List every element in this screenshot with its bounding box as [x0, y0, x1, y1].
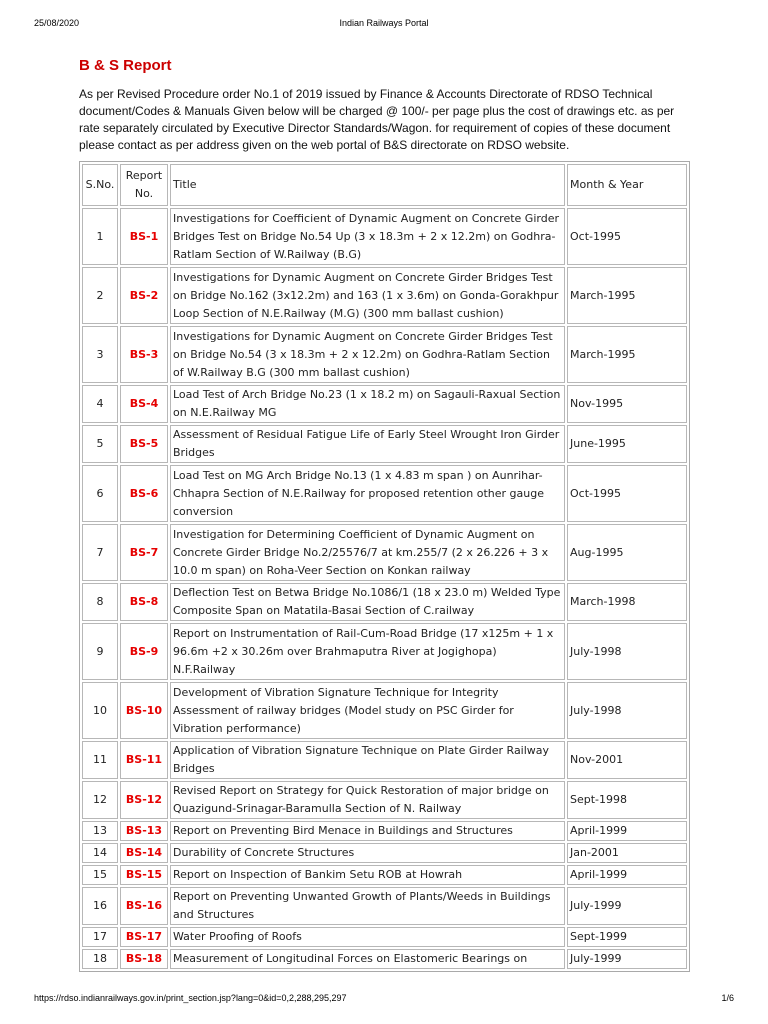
cell-month-year: Oct-1995 — [567, 208, 687, 265]
cell-report-no — [120, 208, 168, 265]
cell-title: Water Proofing of Roofs — [170, 927, 565, 947]
report-link[interactable]: BS-18 — [125, 952, 163, 965]
cell-month-year: Jan-2001 — [567, 843, 687, 863]
report-link[interactable]: BS-2 — [129, 288, 159, 302]
cell-title: Report on Preventing Unwanted Growth of Plants/Weeds in Buildings and Structures — [170, 887, 565, 925]
header-report-no: Report No. — [120, 164, 168, 206]
print-header — [34, 18, 734, 32]
cell-title: Durability of Concrete Structures — [170, 843, 565, 863]
print-footer — [34, 993, 734, 1007]
cell-title: Investigations for Coefficient of Dynamic Augment on Concrete Girder Bridges Test on Bridge No.54 Up (3 x 18.3m + 2 x 12.2m) on Godhra-Ratlam Section of W.Railway (B.G) — [170, 208, 565, 265]
cell-report-no — [120, 821, 168, 841]
table-row — [82, 524, 687, 581]
header-title: Title — [170, 164, 565, 206]
cell-sno: 12 — [82, 781, 118, 819]
report-link[interactable]: BS-1 — [129, 229, 159, 243]
cell-sno: 11 — [82, 741, 118, 779]
report-link[interactable]: BS-12 — [125, 793, 163, 806]
report-link[interactable]: BS-16 — [125, 899, 163, 912]
table-row — [82, 741, 687, 779]
report-link[interactable]: BS-7 — [129, 545, 159, 559]
cell-title: Load Test of Arch Bridge No.23 (1 x 18.2 m) on Sagauli-Raxual Section on N.E.Railway MG — [170, 385, 565, 423]
cell-title: Investigation for Determining Coefficient of Dynamic Augment on Concrete Girder Bridge No.2/25576/7 at km.255/7 (2 x 26.226 + 3 x 10.0 m span) on Roha-Veer Section on Konkan railway — [170, 524, 565, 581]
report-link[interactable]: BS-9 — [129, 644, 159, 658]
header-sno: S.No. — [82, 164, 118, 206]
cell-report-no — [120, 385, 168, 423]
cell-month-year: March-1995 — [567, 326, 687, 383]
cell-month-year: March-1998 — [567, 583, 687, 621]
cell-title: Deflection Test on Betwa Bridge No.1086/1 (18 x 23.0 m) Welded Type Composite Span on Matatila-Basai Section of C.railway — [170, 583, 565, 621]
report-link[interactable]: BS-10 — [125, 703, 163, 717]
cell-month-year: Sept-1998 — [567, 781, 687, 819]
report-link[interactable]: BS-15 — [125, 868, 163, 881]
cell-title: Report on Preventing Bird Menace in Buildings and Structures — [170, 821, 565, 841]
cell-month-year: Aug-1995 — [567, 524, 687, 581]
table-row — [82, 887, 687, 925]
cell-month-year: July-1998 — [567, 623, 687, 680]
cell-month-year: April-1999 — [567, 821, 687, 841]
cell-month-year: July-1999 — [567, 949, 687, 969]
cell-report-no — [120, 865, 168, 885]
cell-title: Report on Inspection of Bankim Setu ROB at Howrah — [170, 865, 565, 885]
table-row — [82, 949, 687, 969]
cell-report-no — [120, 887, 168, 925]
cell-report-no — [120, 326, 168, 383]
table-row — [82, 781, 687, 819]
intro-paragraph: As per Revised Procedure order No.1 of 2019 issued by Finance & Accounts Directorate of RDSO Technical document/Codes & Manuals Given below will be charged @ 100/- per page plus the cost of drawings etc. as per rate separately circulated by Executive Director Standards/Wagon. for requirement of copies of these document please contact as per address given on the web portal of B&S directorate on RDSO website. — [79, 87, 675, 152]
cell-title: Report on Instrumentation of Rail-Cum-Road Bridge (17 x125m + 1 x 96.6m +2 x 30.26m over Brahmaputra River at Jogighopa) N.F.Railway — [170, 623, 565, 680]
cell-sno: 17 — [82, 927, 118, 947]
table-row — [82, 583, 687, 621]
cell-month-year: Nov-2001 — [567, 741, 687, 779]
report-link[interactable]: BS-8 — [129, 595, 159, 608]
cell-month-year: April-1999 — [567, 865, 687, 885]
page-title: B & S Report — [79, 57, 172, 74]
table-row — [82, 927, 687, 947]
cell-sno: 18 — [82, 949, 118, 969]
report-link[interactable]: BS-13 — [125, 824, 163, 837]
print-url: https://rdso.indianrailways.gov.in/print_section.jsp?lang=0&id=0,2,288,295,297 — [34, 993, 347, 1003]
cell-month-year: June-1995 — [567, 425, 687, 463]
cell-sno: 2 — [82, 267, 118, 324]
table-row — [82, 865, 687, 885]
table-row — [82, 208, 687, 265]
cell-sno: 3 — [82, 326, 118, 383]
table-row — [82, 326, 687, 383]
cell-sno: 5 — [82, 425, 118, 463]
cell-title: Investigations for Dynamic Augment on Concrete Girder Bridges Test on Bridge No.54 (3 x 18.3m + 2 x 12.2m) on Godhra-Ratlam Section of W.Railway B.G (300 mm ballast cushion) — [170, 326, 565, 383]
cell-month-year: Oct-1995 — [567, 465, 687, 522]
cell-report-no — [120, 781, 168, 819]
cell-month-year: March-1995 — [567, 267, 687, 324]
report-link[interactable]: BS-6 — [129, 486, 159, 500]
print-page-title: Indian Railways Portal — [339, 18, 429, 28]
table-row — [82, 682, 687, 739]
cell-report-no — [120, 425, 168, 463]
cell-sno: 7 — [82, 524, 118, 581]
table-header-row — [82, 164, 687, 206]
cell-report-no — [120, 741, 168, 779]
cell-title: Measurement of Longitudinal Forces on Elastomeric Bearings on — [170, 949, 565, 969]
cell-title: Assessment of Residual Fatigue Life of Early Steel Wrought Iron Girder Bridges — [170, 425, 565, 463]
cell-title: Development of Vibration Signature Technique for Integrity Assessment of railway bridges (Model study on PSC Girder for Vibration performance) — [170, 682, 565, 739]
cell-title: Load Test on MG Arch Bridge No.13 (1 x 4.83 m span ) on Aunrihar-Chhapra Section of N.E.Railway for proposed retention other gauge conversion — [170, 465, 565, 522]
table-row — [82, 821, 687, 841]
cell-report-no — [120, 682, 168, 739]
cell-report-no — [120, 623, 168, 680]
cell-month-year: July-1999 — [567, 887, 687, 925]
cell-title: Application of Vibration Signature Technique on Plate Girder Railway Bridges — [170, 741, 565, 779]
cell-sno: 14 — [82, 843, 118, 863]
cell-title: Revised Report on Strategy for Quick Restoration of major bridge on Quazigund-Srinagar-Baramulla Section of N. Railway — [170, 781, 565, 819]
cell-report-no — [120, 583, 168, 621]
table-row — [82, 843, 687, 863]
cell-month-year: July-1998 — [567, 682, 687, 739]
cell-sno: 10 — [82, 682, 118, 739]
cell-sno: 8 — [82, 583, 118, 621]
table-row — [82, 385, 687, 423]
cell-sno: 9 — [82, 623, 118, 680]
table-row — [82, 465, 687, 522]
cell-title: Investigations for Dynamic Augment on Concrete Girder Bridges Test on Bridge No.162 (3x12.2m) and 163 (1 x 3.6m) on Gonda-Gorakhpur Loop Section of N.E.Railway (M.G) (300 mm ballast cushion) — [170, 267, 565, 324]
table-row — [82, 623, 687, 680]
report-link[interactable]: BS-3 — [129, 347, 159, 361]
header-month-year: Month & Year — [567, 164, 687, 206]
cell-month-year: Sept-1999 — [567, 927, 687, 947]
table-row — [82, 267, 687, 324]
report-link[interactable]: BS-4 — [129, 397, 159, 410]
cell-report-no — [120, 843, 168, 863]
report-link[interactable]: BS-11 — [125, 753, 163, 766]
cell-report-no — [120, 927, 168, 947]
cell-sno: 15 — [82, 865, 118, 885]
cell-month-year: Nov-1995 — [567, 385, 687, 423]
cell-sno: 16 — [82, 887, 118, 925]
cell-sno: 4 — [82, 385, 118, 423]
report-link[interactable]: BS-14 — [125, 846, 163, 859]
cell-report-no — [120, 465, 168, 522]
cell-report-no — [120, 949, 168, 969]
table-body — [82, 208, 687, 969]
table-row — [82, 425, 687, 463]
reports-table — [79, 161, 690, 972]
page-number: 1/6 — [721, 993, 734, 1003]
cell-sno: 6 — [82, 465, 118, 522]
cell-report-no — [120, 524, 168, 581]
report-link[interactable]: BS-5 — [129, 437, 159, 450]
cell-report-no — [120, 267, 168, 324]
cell-sno: 1 — [82, 208, 118, 265]
report-link[interactable]: BS-17 — [125, 930, 163, 943]
cell-sno: 13 — [82, 821, 118, 841]
print-date: 25/08/2020 — [34, 18, 80, 28]
